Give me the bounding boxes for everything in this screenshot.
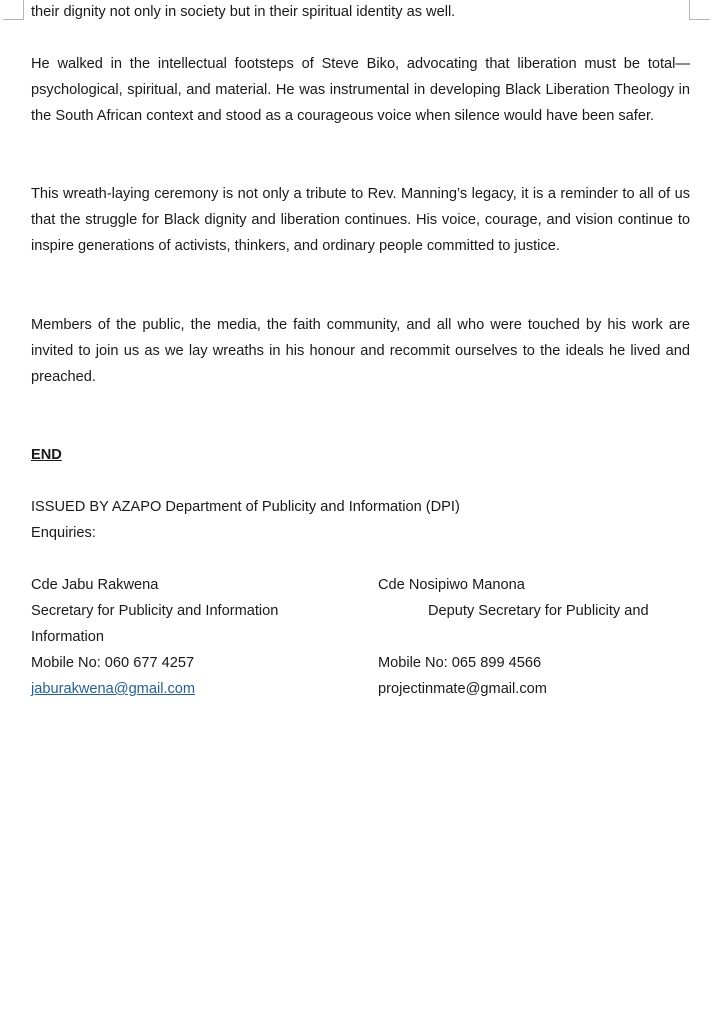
paragraph-biko: He walked in the intellectual footsteps of Steve Biko, advocating that liberation must be total—psychological, spiritual, and material. He was instrumental in developing Black Liberation Theology in the South African context and stood as a courageous voice when silence would have been safer.: [31, 56, 690, 124]
contact-left-name: Cde Jabu Rakwena: [31, 577, 159, 593]
paragraph-ceremony: This wreath-laying ceremony is not only a tribute to Rev. Manning’s legacy, it is a reminder to all of us that the struggle for Black dignity and liberation continues. His voice, courage, and vision continue to inspire generations of activists, thinkers, and ordinary people committed to justice.: [31, 186, 690, 254]
contact-left-mobile: Mobile No: 060 677 4257: [31, 655, 195, 671]
contact-right-mobile: Mobile No: 065 899 4566: [378, 655, 542, 671]
contact-left-title: Secretary for Publicity and Information: [31, 603, 279, 619]
contact-right-name: Cde Nosipiwo Manona: [378, 577, 525, 593]
page-corner-mark-right: [689, 0, 710, 20]
paragraph-invitation: Members of the public, the media, the faith community, and all who were touched by his work are invited to join us as we lay wreaths in his honour and recommit ourselves to the ideals he lived and preached.: [31, 317, 690, 385]
contact-left-title-continued: Information: [31, 629, 105, 645]
enquiries-label: Enquiries:: [31, 525, 96, 541]
contact-left-email-link[interactable]: jaburakwena@gmail.com: [31, 681, 196, 697]
contact-right-title: Deputy Secretary for Publicity and: [428, 603, 649, 619]
contact-right-email: projectinmate@gmail.com: [378, 681, 547, 697]
issued-by-line: ISSUED BY AZAPO Department of Publicity and Information (DPI): [31, 499, 460, 515]
end-marker: END: [31, 447, 62, 463]
page-corner-mark-left: [3, 0, 24, 20]
paragraph-dignity: their dignity not only in society but in their spiritual identity as well.: [31, 4, 456, 20]
